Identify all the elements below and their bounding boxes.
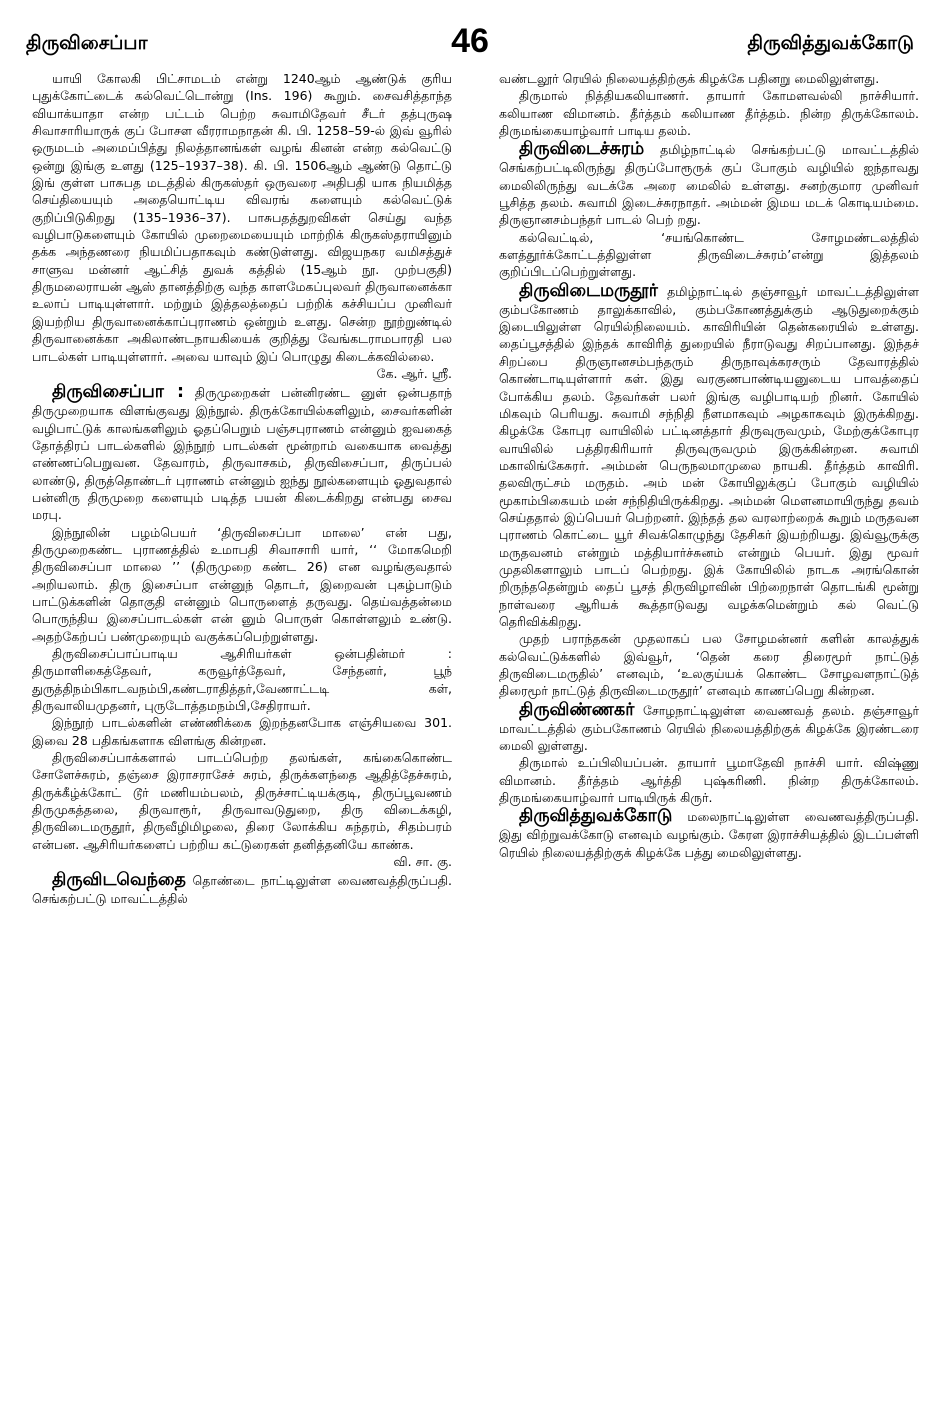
author-signature: வி. சா. கு.	[393, 854, 452, 870]
paragraph: கல்வெட்டில், ‘சயங்கொண்ட சோழமண்டலத்தில் களத்தூர்க்கோட்டத்திலுள்ள திருவிடைச்சுரம்’என்று இத்தலம் குறிப்பிடப்பெற்றுள்ளது.	[499, 229, 919, 280]
encyclopedia-entry	[499, 806, 919, 861]
encyclopedia-entry	[499, 139, 919, 228]
entry-text: சோழநாட்டிலுள்ள வைணவத் தலம். தஞ்சாவூர் மாவட்டத்தில் கும்பகோணம் ரெயில் நிலையத்திற்குக் கிழக்கே இரண்டரை மைலி லுள்ளது.	[499, 702, 919, 754]
running-head-left: திருவிசைப்பா	[26, 32, 148, 54]
left-column	[32, 70, 452, 908]
right-column	[499, 70, 919, 861]
paragraph: முதற் பராந்தகன் முதலாகப் பல சோழமன்னர் களின் காலத்துக் கல்வெட்டுக்களில் இவ்வூர், ‘தென் கரை திரைமூர் நாட்டுத் திருவிடைமருதில்’ எனவும், ‘உலகுய்யக் கொண்ட சோழவளநாட்டுத் திரைமூர் நாட்டுத் திருவிடைமருதூர்’ எனவும் காணப்பெறு கின்றன.	[499, 631, 919, 699]
entry-headword: திருவிடைமருதூர்	[519, 280, 658, 301]
entry-text: தமிழ்நாட்டில் செங்கற்பட்டு மாவட்டத்தில் செங்கற்பட்டிலிருந்து திருப்போரூருக் குப் போகும் வழியில் ஐந்தாவது மைலிலிருந்து வடக்கே அரை மைலில் உள்ளது. சனற்குமார முனிவர் பூசித்த தலம். சுவாமி இடைச்சுரநாதர். அம்மன் இமய மடக் கொடியம்மை. திருஞானசம்பந்தர் பாடல் பெற் றது.	[499, 142, 919, 228]
entry-text: மலைநாட்டிலுள்ள வைணவத்திருப்பதி. இது விற்றுவக்கோடு எனவும் வழங்கும். கேரள இராச்சியத்தில் இடப்பள்ளி ரெயில் நிலையத்திற்குக் கிழக்கே பத்து மைலிலுள்ளது.	[499, 809, 919, 860]
entry-headword: திருவிண்ணகர்	[519, 699, 635, 720]
running-head-right: திருவித்துவக்கோடு	[747, 32, 914, 54]
paragraph: திருமால் உப்பிலியப்பன். தாயார் பூமாதேவி நாச்சி யார். விஷ்ணு விமானம். தீர்த்தம் ஆர்த்தி புஷ்கரிணி. நின்ற திருக்கோலம். திருமங்கையாழ்வார் பாடியிருக் கிருர்.	[499, 755, 919, 806]
paragraph: திருவிசைப்பாப்பாடிய ஆசிரியர்கள் ஒன்பதின்மர் : திருமாளிகைத்தேவர், கருவூர்த்தேவர், சேந்தனர், பூந் துருத்திநம்பிகாடவநம்பி,கண்டராதித்தர்,வேணாட்டடி கள், திருவாலியமுதனர், புருடோத்தமநம்பி,சேதிராயர்.	[32, 646, 452, 714]
entry-headword: திருவிசைப்பா :	[52, 382, 184, 403]
entry-text: தமிழ்நாட்டில் தஞ்சாவூர் மாவட்டத்திலுள்ள கும்பகோணம் தாலுக்காவில், கும்பகோணத்துக்கும் ஆடுதுறைக்கும் இடையிலுள்ள ரெயில்நிலையம். காவிரியின் தென்கரையில் உள்ளது. தைப்பூசத்தில் இந்தக் காவிரித் துறையில் நீராடுவது சிறப்பானது. இந்தச் சிறப்பை திருஞானசம்பந்தரும் திருநாவுக்கரசரும் தேவாரத்தில் கொண்டாடியுள்ளார் கள். இது வரகுணபாண்டியனுடைய பாவத்தைப் போக்கிய தலம். தேவர்கள் பலர் இங்கு வழிபாடியற் றினர். கோயில் மிகவும் பெரியது. சுவாமி சந்நிதி நீளமாகவும் அழகாகவும் இருக்கிறது. கிழக்கே கோபுர வாயிலில் பட்டினத்தார் திருவுருவமும், மேற்குக்கோபுர வாயிலில் பத்திரகிரியார் திருவுருவமும் இருக்கின்றன. சுவாமி மகாலிங்கேசுரர். அம்மன் பெருநலமாமுலை நாயகி. தீர்த்தம் காவிரி. தலவிருட்சம் மருதம். அம் மன் கோயிலுக்குப் போகும் வழியில் மூகாம்பிகையம் மன் சந்நிதியிருக்கிறது. அம்மன் மௌனமாயிருந்து தவம் செய்ததால் இப்பெயர் பெற்றனர். இந்தத் தல வரலாற்றைக் கூறும் மருதவன புராணம் கொட்டை யூர் சிவக்கொழுந்து தேசிகர் இயற்றியது. இவ்வூருக்கு மருதவனம் என்றும் மத்தியார்ச்சுனம் என்றும் பெயர். இது மூவர் முதலிகளாலும் பாடப் பெற்றது. இக் கோயிலில் நாடக அரங்கொன் றிருந்ததென்றும் தைப் பூசத் திருவிழாவின் பிற்றைநாள் தொடங்கி மூன்று நாள்வரை ஆரியக் கூத்தாடுவது வழக்கமென்றும் கல் வெட்டு தெரிவிக்கிறது.	[499, 283, 919, 629]
paragraph: இந்நூற் பாடல்களின் எண்ணிக்கை இறந்தனபோக எஞ்சியவை 301. இவை 28 பதிகங்களாக விளங்கு கின்றன.	[32, 715, 452, 748]
paragraph: யாயி கோலகி பிட்சாமடம் என்று 1240ஆம் ஆண்டுக் குரிய புதுக்கோட்டைக் கல்வெட்டொன்று (Ins. 196) கூறும். சைவசித்தாந்த வியாக்யாதா என்ற பட்டம் பெற்ற சுவாமிதேவர் சீடர் தத்புருஷ சிவாசாரியாருக் குப் போசள வீரராமநாதன் கி. பி. 1258–59-ல் இவ் வூரில் ஒருமடம் அமைப்பித்து நிலத்தானங்கள் வழங் கினன் என்ற கல்வெட்டு ஒன்று இங்கு உளது (125–1937–38). கி. பி. 1506ஆம் ஆண்டு தொட்டு இங் குள்ள பாசுபத மடத்தில் கிருகஸ்தர் ஒருவரை அதிபதி யாக நியமித்த செய்தியையும் அதையொட்டிய விவரங் களையும் கல்வெட்டுக் குறிப்பிடுகிறது (135–1936–37). பாசுபதத்துறவிகள் செய்து வந்த வழிபாடுகளையும் கோயில் முறைமையையும் மாற்றிக் கிருகஸ்தராயினும் தக்க அந்தணரை நியமிப்பதாகவும் கண்டுள்ளது. விஜயநகர வமிசத்துச் சாளுவ மன்னர் ஆட்சித் துவக் கத்தில் (15ஆம் நூ. முற்பகுதி) திருமலைராயன் ஆஸ் தானத்திற்கு வந்த காளமேகப்புலவர் திருவானைக்கா உலாப் பாடியுள்ளார். மற்றும் இத்தலத்தைப் பற்றிக் கச்சியப்ப முனிவர் இயற்றிய திருவானைக்காப்புராணம் ஒன்றும் உளது. சென்ற நூற்றுண்டில் திருவானைக்கா அகிலாண்டநாயகியைக் குறித்து வேங்கடராமபாரதி பல பாடல்கள் பாடியுள்ளார். அவை யாவும் இப் பொழுது கிடைக்கவில்லை.	[32, 71, 452, 364]
paragraph: இந்நூலின் பழம்பெயர் ‘திருவிசைப்பா மாலை’ என் பது, திருமுறைகண்ட புராணத்தில் உமாபதி சிவாசாரி யார், ‘‘ மோகமெறி திருவிசைப்பா மாலை ’’ (திருமுறை கண்ட 26) என வழங்குவதால் அறியலாம். திரு இசைப்பா என்னுந் தொடர், இறைவன் புகழ்பாடும் பாட்டுக்களின் தொகுதி என்னும் பொருளைத் தருவது. தெய்வத்தன்மை பொருந்திய இசைப்பாடல்கள் என் னும் பொருள் கொள்ளலும் உண்டு. அதற்கேற்பப் பண்முறையும் வகுக்கப்பெற்றுள்ளது.	[32, 524, 452, 644]
paragraph: திருமால் நித்தியகலியாணர். தாயார் கோமளவல்லி நாச்சியார். கலியாண விமானம். தீர்த்தம் கலியாண தீர்த்தம். நின்ற திருக்கோலம். திருமங்கையாழ்வார் பாடிய தலம்.	[499, 88, 919, 139]
entry-headword: திருவிடைச்சுரம்	[519, 139, 645, 160]
encyclopedia-entry	[32, 870, 452, 907]
author-signature: கே. ஆர். ஸ்ரீ.	[376, 365, 452, 381]
encyclopedia-entry	[499, 281, 919, 631]
paragraph: வண்டலூர் ரெயில் நிலையத்திற்குக் கிழக்கே பதினறு மைலிலுள்ளது.	[499, 71, 880, 86]
encyclopedia-entry	[32, 382, 452, 523]
entry-headword: திருவிடவெந்தை	[52, 870, 186, 891]
entry-text: திருமுறைகள் பன்னிரண்ட னுள் ஒன்பதாந் திருமுறையாக விளங்குவது இந்நூல். திருக்கோயில்களிலும், சைவர்களின் வழிபாட்டுக் காலங்களிலும் ஓதப்பெறும் பஞ்சபுராணம் என்னும் ஐவகைத் தோத்திரப் பாடல்களில் இந்நூற் பாடல்கள் மூன்றாம் வகையாக வைத்து எண்ணப்பெறுவன. தேவாரம், திருவாசகம், திருவிசைப்பா, திருப்பல் லாண்டு, திருத்தொண்டர் புராணம் என்னும் ஐந்து நூல்களையும் ஓதுவதால் பன்னிரு திருமுறை களையும் படித்த பயன் கிடைக்கிறது என்பது சைவ மரபு.	[32, 385, 452, 523]
entry-headword: திருவித்துவக்கோடு	[519, 806, 673, 827]
page-header	[26, 18, 914, 64]
page-number: 46	[451, 22, 489, 60]
entry-text: தொண்டை நாட்டிலுள்ள வைணவத்திருப்பதி. செங்கற்பட்டு மாவட்டத்தில்	[32, 873, 452, 907]
paragraph: திருவிசைப்பாக்களால் பாடப்பெற்ற தலங்கள், கங்கைகொண்ட சோளேச்சுரம், தஞ்சை இராசராசேச் சுரம், திருக்களந்தை ஆதித்தேச்சுரம், திருக்கீழ்க்கோட் டூர் மணியம்பலம், திருச்சாட்டியக்குடி, திருப்பூவணம் திருமுகத்தலை, திருவாரூர், திருவாவடுதுறை, திரு விடைக்கழி, திருவிடைமருதூர், திருவீழிமிழலை, திரை லோக்கிய சுந்தரம், சிதம்பரம் என்பன. ஆசிரியர்களைப் பற்றிய கட்டுரைகள் தனித்தனியே காண்க.	[32, 750, 452, 852]
encyclopedia-entry	[499, 700, 919, 755]
